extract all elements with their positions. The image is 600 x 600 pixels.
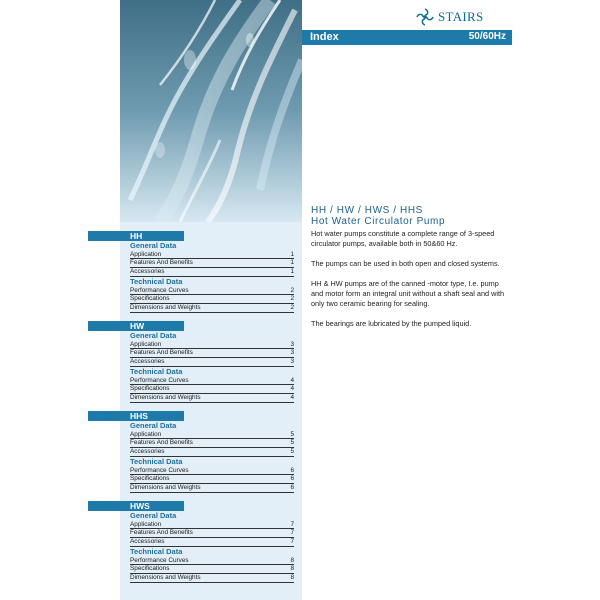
entry-label: Accessories bbox=[130, 357, 165, 365]
brand-logo bbox=[416, 7, 484, 27]
index-section bbox=[88, 411, 308, 491]
group-title: General Data bbox=[130, 421, 177, 430]
entry-page-number: 5 bbox=[290, 430, 294, 438]
entry-page-number: 1 bbox=[290, 267, 294, 275]
entry-label: Dimensions and Weights bbox=[130, 304, 201, 311]
index-section bbox=[88, 321, 308, 401]
group-title: Technical Data bbox=[130, 547, 183, 557]
index-entry[interactable] bbox=[130, 259, 294, 268]
entry-label: Specifications bbox=[130, 385, 170, 393]
index-entry[interactable] bbox=[130, 467, 294, 476]
entry-page-number: 3 bbox=[290, 349, 294, 357]
group-title: General Data bbox=[130, 511, 177, 520]
entry-page-number: 8 bbox=[290, 556, 294, 564]
index-entry[interactable] bbox=[130, 529, 294, 538]
entry-label: Dimensions and Weights bbox=[130, 574, 201, 581]
entry-label: Features And Benefits bbox=[130, 439, 193, 447]
index-entry[interactable] bbox=[130, 521, 294, 530]
entry-label: Application bbox=[130, 520, 162, 528]
entry-label: Features And Benefits bbox=[130, 529, 193, 537]
group-title: General Data bbox=[130, 241, 177, 250]
water-splash-image bbox=[120, 0, 302, 222]
index-entry[interactable] bbox=[130, 565, 294, 574]
entry-label: Accessories bbox=[130, 537, 165, 545]
index-entry[interactable] bbox=[130, 448, 294, 457]
entry-label: Application bbox=[130, 430, 162, 438]
entry-page-number: 6 bbox=[290, 466, 294, 474]
entry-label: Features And Benefits bbox=[130, 349, 193, 357]
entry-page-number: 3 bbox=[290, 340, 294, 348]
product-name: Hot Water Circulator Pump bbox=[311, 216, 446, 227]
entry-page-number: 7 bbox=[290, 537, 294, 545]
entry-label: Specifications bbox=[130, 475, 170, 483]
section-heading: HHS bbox=[88, 411, 184, 421]
index-entry[interactable] bbox=[130, 349, 294, 358]
index-entry[interactable] bbox=[130, 557, 294, 566]
entry-label: Performance Curves bbox=[130, 286, 189, 294]
index-entry[interactable] bbox=[130, 484, 294, 493]
group-title: Technical Data bbox=[130, 367, 183, 377]
entry-page-number: 2 bbox=[290, 304, 294, 311]
entry-page-number: 1 bbox=[290, 259, 294, 267]
paragraph: The pumps can be used in both open and closed systems. bbox=[311, 259, 500, 268]
index-section bbox=[88, 231, 308, 311]
entry-page-number: 7 bbox=[290, 529, 294, 537]
entry-page-number: 5 bbox=[290, 439, 294, 447]
entry-label: Performance Curves bbox=[130, 556, 189, 564]
index-entry[interactable] bbox=[130, 304, 294, 313]
entry-page-number: 6 bbox=[290, 475, 294, 483]
index-entry[interactable] bbox=[130, 341, 294, 350]
index-entry[interactable] bbox=[130, 431, 294, 440]
entry-label: Features And Benefits bbox=[130, 259, 193, 267]
swirl-logo-icon bbox=[416, 8, 434, 26]
entry-page-number: 5 bbox=[290, 447, 294, 455]
entry-label: Performance Curves bbox=[130, 466, 189, 474]
index-entry[interactable] bbox=[130, 268, 294, 277]
index-entry[interactable] bbox=[130, 358, 294, 367]
entry-page-number: 1 bbox=[290, 250, 294, 258]
index-section bbox=[88, 501, 308, 581]
index-entry[interactable] bbox=[130, 385, 294, 394]
entry-page-number: 2 bbox=[290, 295, 294, 303]
index-entry[interactable] bbox=[130, 295, 294, 304]
entry-page-number: 7 bbox=[290, 520, 294, 528]
entry-label: Accessories bbox=[130, 447, 165, 455]
index-header-band bbox=[302, 30, 512, 45]
entry-label: Application bbox=[130, 340, 162, 348]
entry-label: Application bbox=[130, 250, 162, 258]
entry-page-number: 4 bbox=[290, 394, 294, 401]
entry-label: Accessories bbox=[130, 267, 165, 275]
entry-page-number: 3 bbox=[290, 357, 294, 365]
entry-label: Performance Curves bbox=[130, 376, 189, 384]
index-entry[interactable] bbox=[130, 538, 294, 547]
entry-page-number: 4 bbox=[290, 385, 294, 393]
product-heading bbox=[311, 205, 445, 227]
index-entry[interactable] bbox=[130, 251, 294, 260]
section-heading: HWS bbox=[88, 501, 184, 511]
frequency-label: 50/60Hz bbox=[468, 31, 506, 42]
section-heading: HH bbox=[88, 231, 184, 241]
index-entry[interactable] bbox=[130, 439, 294, 448]
brand-name: STAIRS bbox=[438, 9, 484, 24]
entry-label: Dimensions and Weights bbox=[130, 484, 201, 491]
entry-label: Specifications bbox=[130, 565, 170, 573]
paragraph: HH & HW pumps are of the canned -motor type, I.e. pump and motor form an integral unit without a shaft seal and with only two ceramic bearing for sealing. bbox=[311, 279, 505, 308]
index-entry[interactable] bbox=[130, 377, 294, 386]
index-entry[interactable] bbox=[130, 475, 294, 484]
product-models: HH / HW / HWS / HHS bbox=[311, 205, 423, 216]
entry-page-number: 2 bbox=[290, 286, 294, 294]
entry-label: Dimensions and Weights bbox=[130, 394, 201, 401]
index-entry[interactable] bbox=[130, 574, 294, 583]
section-heading: HW bbox=[88, 321, 184, 331]
paragraph: Hot water pumps constitute a complete range of 3-speed circulator pumps, available both in 50&60 Hz. bbox=[311, 229, 495, 248]
description-text bbox=[311, 229, 511, 339]
entry-page-number: 8 bbox=[290, 574, 294, 581]
group-title: Technical Data bbox=[130, 277, 183, 287]
group-title: Technical Data bbox=[130, 457, 183, 467]
entry-page-number: 6 bbox=[290, 484, 294, 491]
entry-page-number: 8 bbox=[290, 565, 294, 573]
group-title: General Data bbox=[130, 331, 177, 340]
index-entry[interactable] bbox=[130, 394, 294, 403]
entry-label: Specifications bbox=[130, 295, 170, 303]
entry-page-number: 4 bbox=[290, 376, 294, 384]
index-title: Index bbox=[310, 31, 339, 43]
index-entry[interactable] bbox=[130, 287, 294, 296]
paragraph: The bearings are lubricated by the pumped liquid. bbox=[311, 319, 472, 328]
